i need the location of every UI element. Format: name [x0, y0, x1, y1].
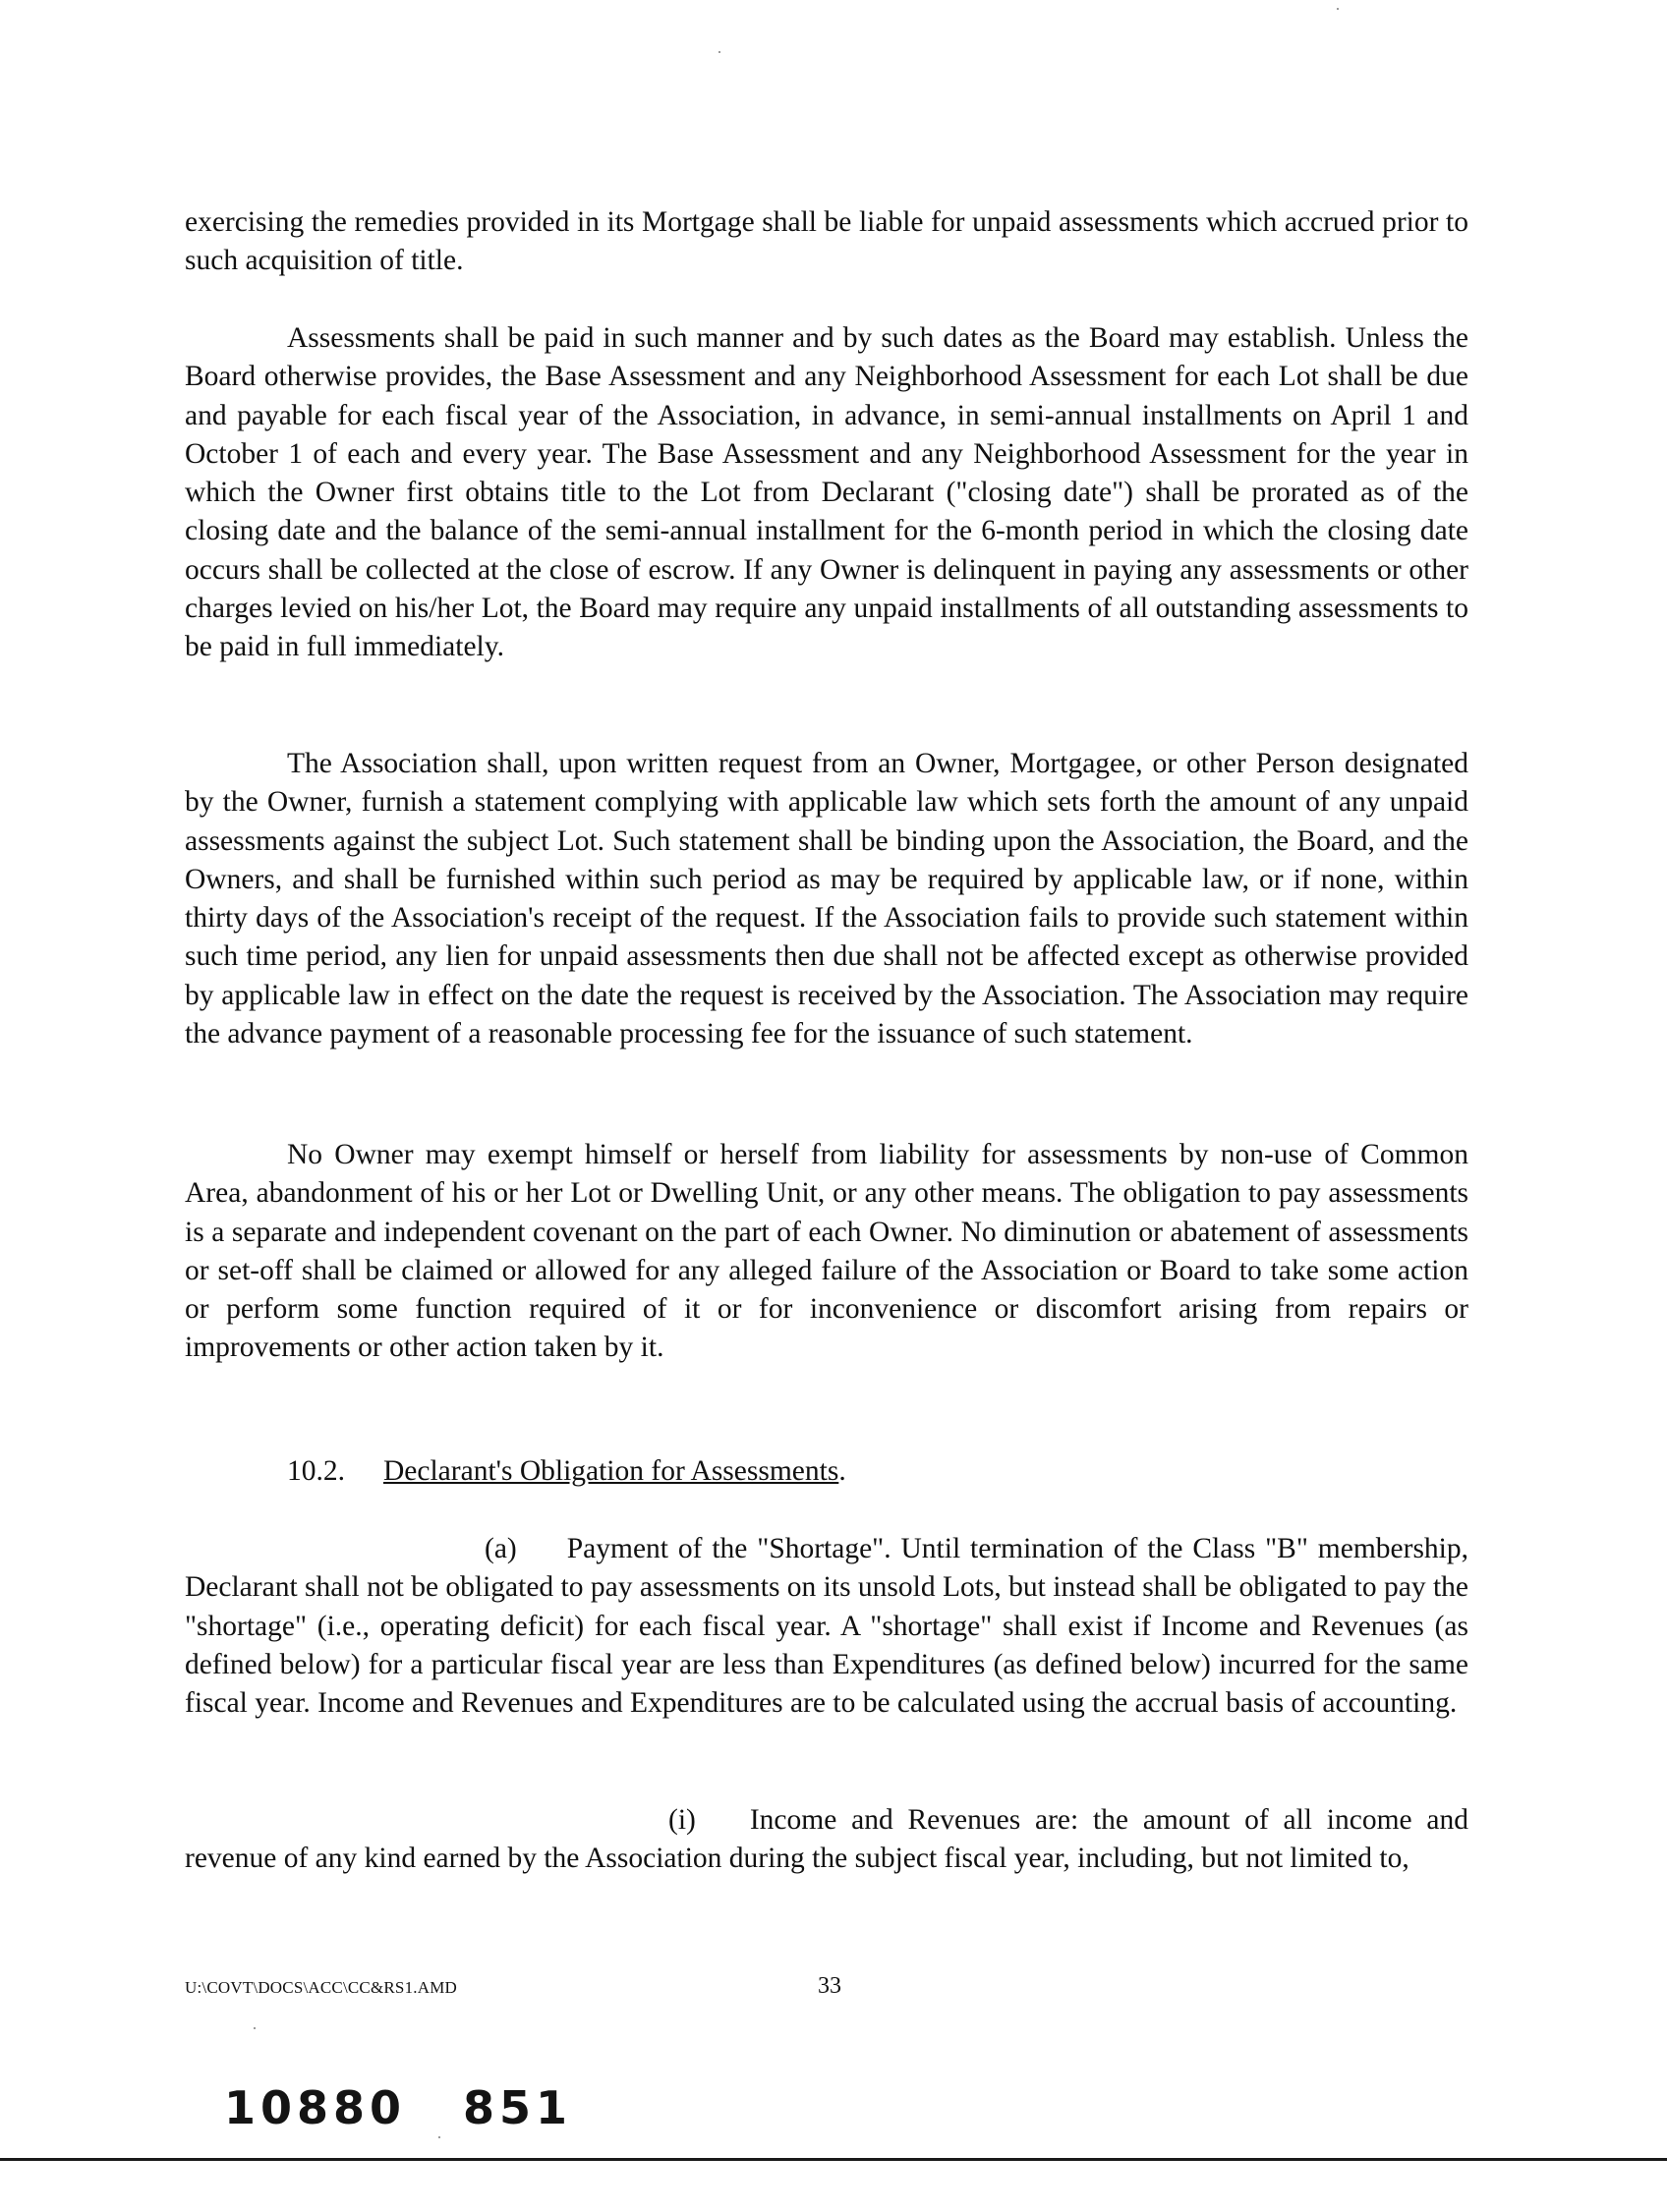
- footer-file-path: U:\COVT\DOCS\ACC\CC&RS1.AMD: [185, 1978, 457, 1997]
- scan-speck: [1337, 8, 1339, 10]
- paragraph-statement-request: The Association shall, upon written request from an Owner, Mortgagee, or other Person designated by the Owner, furnish a statement complying with applicable law which sets forth the amount of any unpaid assessments against the subject Lot. Such statement shall be binding upon the Association, the Board, and the Owners, and shall be furnished within such period as may be required by applicable law, or if none, within thirty days of the Association's receipt of the request. If the Association fails to provide such statement within such time period, any lien for unpaid assessments then due shall not be affected except as otherwise provided by applicable law in effect on the date the request is received by the Association. The Association may require the advance payment of a reasonable processing fee for the issuance of such statement.: [185, 748, 1468, 1050]
- subsection-i: [185, 1801, 1468, 1879]
- paragraph-assessment-payment: Assessments shall be paid in such manner and by such dates as the Board may establish. Unless the Board otherwise provides, the Base Assessment and any Neighborhood Assessment for each Lot shall be due and payable for each fiscal year of the Association, in advance, in semi-annual installments on April 1 and October 1 of each and every year. The Base Assessment and any Neighborhood Assessment for the year in which the Owner first obtains title to the Lot from Declarant ("closing date") shall be prorated as of the closing date and the balance of the semi-annual installment for the 6-month period in which the closing date occurs shall be collected at the close of escrow. If any Owner is delinquent in paying any assessments or other charges levied on his/her Lot, the Board may require any unpaid installments of all outstanding assessments to be paid in full immediately.: [185, 322, 1468, 663]
- recording-stamp-book: 10880: [224, 2081, 407, 2134]
- subsection-i-label: (i): [668, 1804, 696, 1836]
- subsection-a-label: (a): [485, 1533, 517, 1564]
- scan-speck: [254, 2027, 256, 2029]
- subsection-a: [185, 1530, 1468, 1723]
- section-title: Declarant's Obligation for Assessments: [383, 1455, 839, 1487]
- recording-stamp-page: 851: [463, 2081, 573, 2134]
- paragraph-continuation: exercising the remedies provided in its Mortgage shall be liable for unpaid assessments which accrued prior to such acquisition of title.: [185, 206, 1468, 277]
- section-heading: [287, 1452, 846, 1491]
- bottom-rule: [0, 2158, 1667, 2161]
- subsection-i-text: Income and Revenues are: the amount of all income and revenue of any kind earned by the Association during the subject fiscal year, including, but not limited to,: [185, 1804, 1468, 1875]
- page-number: 33: [818, 1973, 841, 1999]
- scan-speck: [438, 2136, 440, 2138]
- subsection-a-text: Payment of the "Shortage". Until termination of the Class "B" membership, Declarant shall not be obligated to pay assessments on its unsold Lots, but instead shall be obligated to pay the "shortage" (i.e., operating deficit) for each fiscal year. A "shortage" shall exist if Income and Revenues (as defined below) for a particular fiscal year are less than Expenditures (as defined below) incurred for the same fiscal year. Income and Revenues and Expenditures are to be calculated using the accrual basis of accounting.: [185, 1533, 1468, 1720]
- section-title-period: .: [838, 1455, 846, 1487]
- section-number: 10.2.: [287, 1455, 345, 1487]
- paragraph-no-exemption: No Owner may exempt himself or herself from liability for assessments by non-use of Common Area, abandonment of his or her Lot or Dwelling Unit, or any other means. The obligation to pay assessments is a separate and independent covenant on the part of each Owner. No diminution or abatement of assessments or set-off shall be claimed or allowed for any alleged failure of the Association or Board to take some action or perform some function required of it or for inconvenience or discomfort arising from repairs or improvements or other action taken by it.: [185, 1139, 1468, 1364]
- scan-speck: [719, 51, 720, 53]
